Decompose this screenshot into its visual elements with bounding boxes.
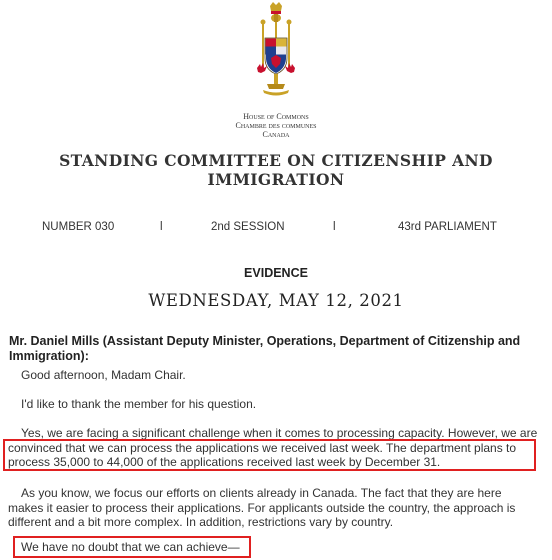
house-of-commons-label: House of Commons (243, 112, 309, 121)
paragraph-line: process 35,000 to 44,000 of the applications received last week by December 31. (8, 455, 441, 469)
paragraph-4 (8, 486, 548, 530)
meta-separator: l (160, 221, 163, 233)
committee-title-line1: STANDING COMMITTEE ON CITIZENSHIP AND (59, 151, 493, 170)
paragraph-line: Good afternoon, Madam Chair. (21, 368, 186, 382)
paragraph-line: Yes, we are facing a significant challenge when it comes to processing capacity. However, we are (21, 426, 538, 440)
session-label: 2nd SESSION (211, 221, 285, 233)
paragraph-line: We have no doubt that we can achieve— (21, 540, 240, 554)
paragraph-2 (8, 397, 548, 412)
paragraph-line: makes it easier to process their applications. For applicants outside the country, the approach is (8, 500, 516, 515)
coat-of-arms-icon (253, 2, 299, 102)
committee-title (30, 151, 522, 189)
speaker-name (9, 334, 544, 364)
paragraph-line: I'd like to thank the member for his question. (21, 397, 257, 411)
meta-separator: l (333, 221, 336, 233)
meeting-number: NUMBER 030 (42, 221, 115, 233)
evidence-heading: EVIDENCE (244, 266, 308, 280)
country-label: Canada (262, 130, 290, 139)
paragraph-1 (8, 368, 548, 383)
highlight-box (13, 536, 251, 558)
speaker-line1: Mr. Daniel Mills (Assistant Deputy Minister, Operations, Department of Citizenship and (9, 334, 521, 348)
paragraph-line: convinced that we can process the applications we received last week. The department plans to (8, 440, 517, 455)
committee-title-line2: IMMIGRATION (207, 170, 345, 189)
paragraph-line: different and a bit more complex. In addition, restrictions vary by country. (8, 515, 394, 529)
parliament-label: 43rd PARLIAMENT (398, 221, 497, 233)
speaker-line2: Immigration): (9, 349, 89, 363)
highlight-box (3, 439, 536, 471)
meeting-date: WEDNESDAY, MAY 12, 2021 (148, 291, 404, 310)
paragraph-line: As you know, we focus our efforts on clients already in Canada. The fact that they are here (21, 486, 502, 500)
chambre-des-communes-label: Chambre des communes (235, 121, 317, 130)
